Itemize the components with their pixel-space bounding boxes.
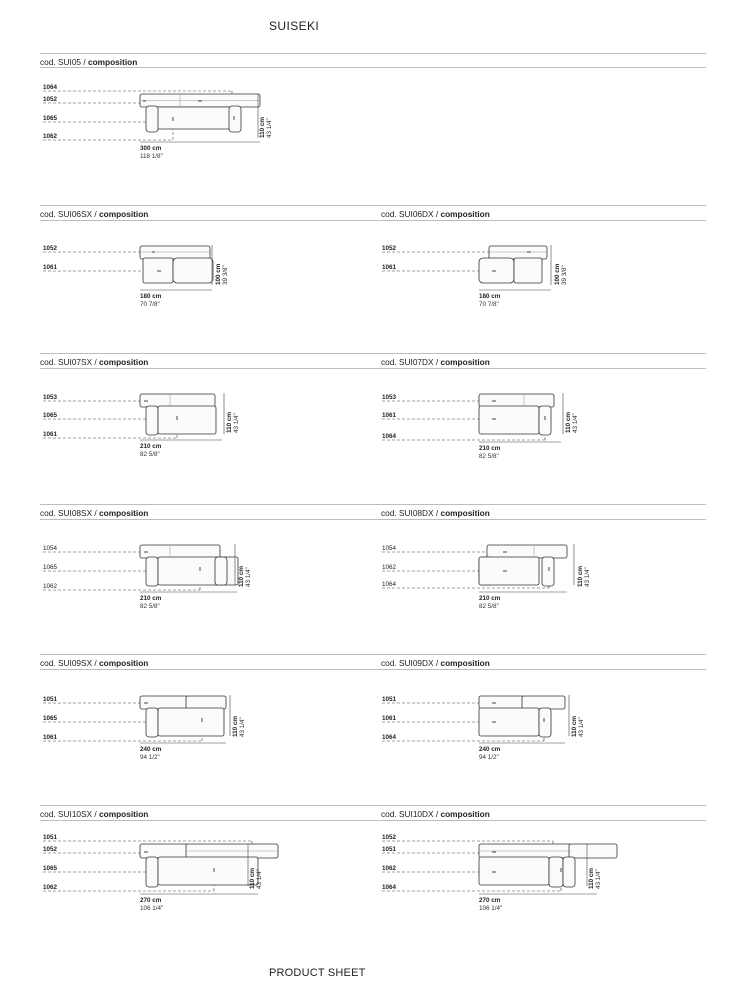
height-dimension-inches: 43 1/4" — [572, 413, 579, 433]
section-header: cod. SUI10DX / composition — [381, 809, 490, 819]
composition-drawing — [40, 388, 250, 463]
part-ref-label: 1064 — [43, 84, 58, 91]
composition-drawing — [379, 388, 589, 463]
width-dimension-inches: 94 1/2" — [140, 754, 160, 761]
document-title: SUISEKI — [269, 19, 320, 33]
part-ref-label: 1065 — [43, 115, 58, 122]
part-ref-label: 1065 — [43, 412, 58, 419]
composition-label: composition — [440, 357, 490, 367]
width-dimension-inches: 106 1/4" — [140, 905, 164, 912]
composition-label: composition — [99, 209, 149, 219]
height-dimension-inches: 43 1/4" — [595, 869, 602, 889]
composition-drawing — [379, 240, 579, 310]
composition-label: composition — [440, 209, 490, 219]
part-ref-label: 1064 — [382, 433, 397, 440]
height-dimension: 110 cm — [565, 411, 572, 433]
part-ref-label: 1065 — [43, 865, 58, 872]
section-top-rule — [40, 654, 706, 655]
height-dimension: 110 cm — [571, 715, 578, 737]
part-ref-label: 1064 — [382, 884, 397, 891]
section-header: cod. SUI05 / composition — [40, 57, 138, 67]
composition-label: composition — [99, 357, 149, 367]
composition-code: cod. SUI06DX — [381, 209, 434, 219]
width-dimension: 270 cm — [140, 897, 162, 904]
height-dimension: 110 cm — [588, 867, 595, 889]
composition-drawing — [379, 690, 599, 765]
height-dimension: 110 cm — [226, 411, 233, 433]
width-dimension-inches: 82 5/8" — [140, 451, 160, 458]
composition-code: cod. SUI05 — [40, 57, 82, 67]
section-top-rule — [40, 805, 706, 806]
part-ref-label: 1051 — [43, 834, 58, 841]
part-ref-label: 1061 — [43, 734, 58, 741]
composition-code: cod. SUI06SX — [40, 209, 93, 219]
composition-code: cod. SUI10DX — [381, 809, 434, 819]
height-dimension-inches: 43 1/4" — [233, 413, 240, 433]
part-ref-label: 1054 — [382, 545, 397, 552]
width-dimension: 210 cm — [479, 595, 501, 602]
part-ref-label: 1062 — [382, 865, 397, 872]
section-header: cod. SUI08DX / composition — [381, 508, 490, 518]
section-top-rule — [40, 205, 706, 206]
width-dimension-inches: 106 1/4" — [479, 905, 503, 912]
width-dimension-inches: 82 5/8" — [479, 603, 499, 610]
part-ref-label: 1061 — [382, 715, 397, 722]
part-ref-label: 1054 — [43, 545, 58, 552]
height-dimension-inches: 39 3/8" — [561, 265, 568, 285]
section-header: cod. SUI06DX / composition — [381, 209, 490, 219]
composition-label: composition — [99, 809, 149, 819]
section-header: cod. SUI08SX / composition — [40, 508, 149, 518]
composition-code: cod. SUI07DX — [381, 357, 434, 367]
part-ref-label: 1061 — [382, 264, 397, 271]
composition-drawing — [40, 828, 280, 918]
height-dimension: 110 cm — [577, 565, 584, 587]
width-dimension-inches: 118 1/8" — [140, 153, 163, 160]
part-ref-label: 1062 — [43, 583, 58, 590]
width-dimension-inches: 82 5/8" — [479, 453, 499, 460]
height-dimension-inches: 43 1/4" — [584, 567, 591, 587]
section-header: cod. SUI07DX / composition — [381, 357, 490, 367]
part-ref-label: 1052 — [382, 245, 397, 252]
part-ref-label: 1061 — [43, 431, 58, 438]
section-header: cod. SUI06SX / composition — [40, 209, 149, 219]
document-footer: PRODUCT SHEET — [269, 967, 366, 979]
section-top-rule — [40, 53, 706, 54]
width-dimension: 210 cm — [140, 443, 162, 450]
height-dimension-inches: 43 1/4" — [578, 717, 585, 737]
section-header: cod. SUI09SX / composition — [40, 658, 149, 668]
composition-code: cod. SUI09SX — [40, 658, 93, 668]
height-dimension: 110 cm — [249, 867, 256, 889]
height-dimension-inches: 43 1/4" — [239, 717, 246, 737]
composition-drawing — [40, 690, 260, 765]
width-dimension: 180 cm — [140, 293, 162, 300]
height-dimension-inches: 43 1/4" — [245, 567, 252, 587]
composition-code: cod. SUI09DX — [381, 658, 434, 668]
part-ref-label: 1065 — [43, 564, 58, 571]
part-ref-label: 1052 — [43, 96, 58, 103]
width-dimension: 270 cm — [479, 897, 501, 904]
section-bottom-rule — [40, 67, 706, 68]
composition-label: composition — [99, 658, 149, 668]
part-ref-label: 1064 — [382, 734, 397, 741]
part-ref-label: 1061 — [382, 412, 397, 419]
composition-drawing — [40, 240, 240, 310]
height-dimension-inches: 43 1/4" — [256, 869, 263, 889]
width-dimension: 210 cm — [140, 595, 162, 602]
part-ref-label: 1062 — [382, 564, 397, 571]
part-ref-label: 1053 — [43, 394, 58, 401]
section-header: cod. SUI09DX / composition — [381, 658, 490, 668]
part-ref-label: 1062 — [43, 884, 58, 891]
composition-label: composition — [440, 658, 490, 668]
height-dimension: 100 cm — [554, 263, 561, 285]
composition-code: cod. SUI07SX — [40, 357, 93, 367]
part-ref-label: 1064 — [382, 581, 397, 588]
composition-drawing — [379, 539, 599, 614]
width-dimension-inches: 82 5/8" — [140, 603, 160, 610]
section-bottom-rule — [40, 669, 706, 670]
width-dimension: 210 cm — [479, 445, 501, 452]
part-ref-label: 1062 — [43, 133, 58, 140]
composition-code: cod. SUI08DX — [381, 508, 434, 518]
composition-code: cod. SUI08SX — [40, 508, 93, 518]
part-ref-label: 1052 — [382, 834, 397, 841]
part-ref-label: 1051 — [382, 696, 397, 703]
part-ref-label: 1061 — [43, 264, 58, 271]
section-bottom-rule — [40, 820, 706, 821]
section-bottom-rule — [40, 519, 706, 520]
section-bottom-rule — [40, 368, 706, 369]
part-ref-label: 1052 — [43, 245, 58, 252]
width-dimension: 240 cm — [479, 746, 501, 753]
section-top-rule — [40, 353, 706, 354]
composition-label: composition — [99, 508, 149, 518]
part-ref-label: 1051 — [43, 696, 58, 703]
width-dimension-inches: 94 1/2" — [479, 754, 499, 761]
height-dimension: 110 cm — [232, 715, 239, 737]
height-dimension: 100 cm — [215, 263, 222, 285]
composition-label: composition — [87, 57, 138, 67]
height-dimension-inches: 39 3/8" — [222, 265, 229, 285]
height-dimension: 110 cm — [259, 116, 266, 138]
width-dimension-inches: 70 7/8" — [479, 301, 499, 308]
height-dimension-inches: 43 1/4" — [266, 118, 273, 138]
section-header: cod. SUI07SX / composition — [40, 357, 149, 367]
composition-drawing — [379, 828, 619, 918]
width-dimension: 300 cm — [140, 145, 162, 152]
part-ref-label: 1051 — [382, 846, 397, 853]
composition-label: composition — [440, 508, 490, 518]
width-dimension: 180 cm — [479, 293, 501, 300]
height-dimension: 110 cm — [238, 565, 245, 587]
part-ref-label: 1052 — [43, 846, 58, 853]
part-ref-label: 1065 — [43, 715, 58, 722]
width-dimension: 240 cm — [140, 746, 162, 753]
width-dimension-inches: 70 7/8" — [140, 301, 160, 308]
composition-drawing — [40, 539, 260, 614]
part-ref-label: 1053 — [382, 394, 397, 401]
composition-label: composition — [440, 809, 490, 819]
section-top-rule — [40, 504, 706, 505]
composition-code: cod. SUI10SX — [40, 809, 93, 819]
composition-drawing — [40, 80, 280, 165]
section-header: cod. SUI10SX / composition — [40, 809, 149, 819]
section-bottom-rule — [40, 220, 706, 221]
